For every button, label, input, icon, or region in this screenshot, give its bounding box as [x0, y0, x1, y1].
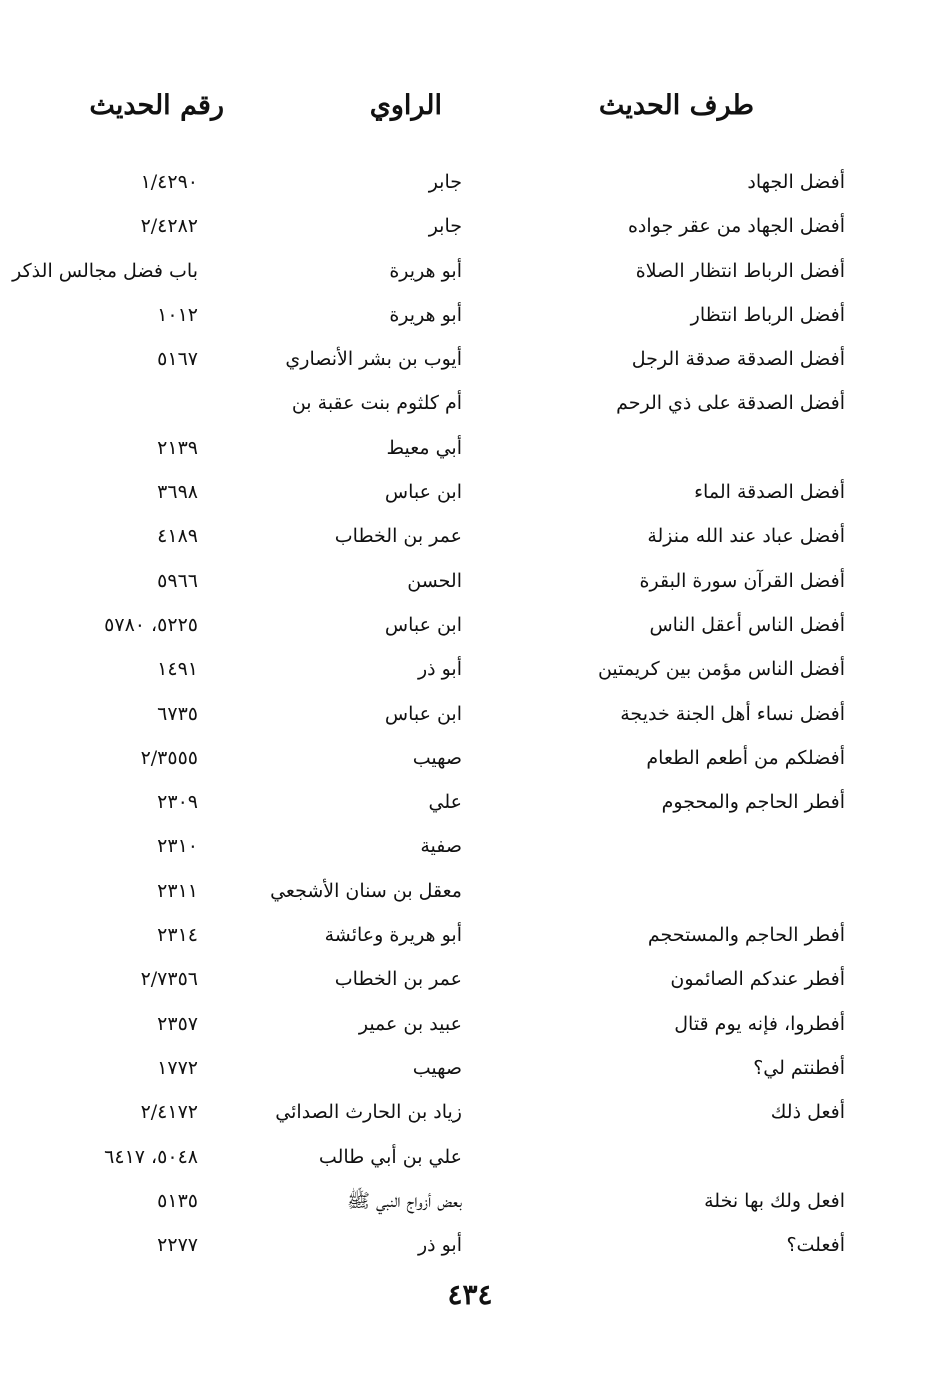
number-cell: ٦٧٣٥: [157, 702, 198, 725]
number-cell: ٢/٤٢٨٢: [140, 215, 198, 238]
number-cell: ٢١٣٩: [157, 436, 198, 459]
table-row: [0, 249, 940, 293]
narrator-cell: عمر بن الخطاب: [334, 525, 462, 548]
narrator-cell: زياد بن الحارث الصدائي: [275, 1101, 462, 1124]
hadith-cell: أفطر عندكم الصائمون: [670, 968, 845, 991]
number-cell: ٢٣١٠: [157, 835, 198, 858]
narrator-cell: أبو هريرة وعائشة: [324, 924, 462, 947]
table-row: [0, 824, 940, 868]
number-cell: ٢٣١١: [157, 879, 198, 902]
table-row: [0, 647, 940, 691]
narrator-cell: جابر: [428, 171, 462, 193]
narrator-cell: ابن عباس: [384, 481, 462, 504]
table-row: [0, 337, 940, 381]
table-row: [0, 160, 940, 204]
narrator-cell: عبيد بن عمير: [358, 1012, 462, 1035]
table-row: [0, 780, 940, 824]
table-row: [0, 603, 940, 647]
table-row: [0, 1046, 940, 1090]
narrator-cell: علي: [428, 791, 462, 814]
header-number: رقم الحديث: [89, 90, 224, 121]
number-cell: ١/٤٢٩٠: [140, 171, 198, 193]
table-row: [0, 204, 940, 248]
table-row: [0, 913, 940, 957]
number-cell: ٥٠٤٨، ٦٤١٧: [104, 1145, 198, 1168]
table-row: [0, 1135, 940, 1179]
number-cell: ٢٣١٤: [157, 924, 198, 947]
number-cell: ٣٦٩٨: [157, 481, 198, 504]
number-cell: ٢٣٥٧: [157, 1012, 198, 1035]
narrator-cell: صفية: [420, 835, 462, 858]
hadith-cell: أفضل الناس مؤمن بين كريمتين: [597, 658, 845, 681]
number-cell: ٥٩٦٦: [157, 569, 198, 592]
hadith-cell: أفعلت؟: [786, 1234, 845, 1257]
table-row: [0, 957, 940, 1001]
hadith-cell: أفضل الناس أعقل الناس: [649, 613, 845, 636]
hadith-cell: أفضل القرآن سورة البقرة: [639, 569, 845, 592]
table-row: [0, 1223, 940, 1267]
number-cell: ١٠١٢: [157, 303, 198, 326]
narrator-cell: أم كلثوم بنت عقبة بن: [291, 392, 462, 415]
number-cell: باب فضل مجالس الذكر: [12, 259, 198, 282]
narrator-cell: عمر بن الخطاب: [334, 968, 462, 991]
narrator-cell: صهيب: [412, 746, 462, 769]
narrator-cell: ابن عباس: [384, 613, 462, 636]
number-cell: ٢/٣٥٥٥: [140, 746, 198, 769]
narrator-cell: صهيب: [412, 1056, 462, 1079]
number-cell: ١٤٩١: [157, 658, 198, 681]
hadith-cell: أفضل الصدقة صدقة الرجل: [631, 348, 845, 371]
hadith-cell: أفضل الجهاد من عقر جواده: [627, 215, 845, 238]
narrator-cell: أبو هريرة: [389, 259, 462, 282]
number-cell: ٥١٣٥: [157, 1189, 198, 1212]
narrator-cell: أبي معيط: [386, 436, 462, 459]
number-cell: ٤١٨٩: [157, 525, 198, 548]
hadith-cell: أفطر الحاجم والمستحجم: [647, 924, 845, 947]
narrator-cell: أيوب بن بشر الأنصاري: [285, 348, 462, 371]
hadith-cell: افعل ولك بها نخلة: [704, 1189, 845, 1212]
table-header: [0, 84, 940, 128]
table-row: [0, 1090, 940, 1134]
narrator-cell: أبو ذر: [417, 1234, 462, 1257]
number-cell: ٢٢٧٧: [157, 1234, 198, 1257]
hadith-cell: أفطر الحاجم والمحجوم: [661, 791, 845, 814]
hadith-cell: أفضل الجهاد: [747, 171, 845, 193]
narrator-cell: علي بن أبي طالب: [318, 1145, 462, 1168]
number-cell: ٥١٦٧: [157, 348, 198, 371]
table-row: [0, 736, 940, 780]
hadith-cell: أفضل نساء أهل الجنة خديجة: [620, 702, 845, 725]
narrator-cell: أبو هريرة: [389, 303, 462, 326]
hadith-cell: أفطنتم لي؟: [753, 1056, 845, 1079]
table-row: [0, 514, 940, 558]
header-narrator: الراوي: [369, 90, 442, 121]
narrator-cell: جابر: [428, 215, 462, 238]
number-cell: ٥٢٢٥، ٥٧٨٠: [104, 613, 198, 636]
hadith-cell: أفضل الرباط انتظار: [690, 303, 845, 326]
page-number: ٤٣٤: [447, 1278, 493, 1311]
narrator-cell: معقل بن سنان الأشجعي: [270, 879, 462, 902]
table-row: [0, 869, 940, 913]
table-row: [0, 1179, 940, 1223]
number-cell: ٢/٧٣٥٦: [140, 968, 198, 991]
table-row: [0, 559, 940, 603]
hadith-cell: أفضل عباد عند الله منزلة: [647, 525, 845, 548]
narrator-cell: بعض أزواج النبي ﷺ: [347, 1189, 462, 1212]
header-hadith: طرف الحديث: [598, 90, 754, 121]
hadith-cell: أفضل الصدقة على ذي الرحم: [616, 392, 845, 415]
narrator-cell: الحسن: [407, 569, 462, 592]
hadith-cell: أفعل ذلك: [770, 1101, 845, 1124]
table-row: [0, 1002, 940, 1046]
table-row: [0, 293, 940, 337]
table-row: [0, 381, 940, 425]
hadith-cell: أفطروا، فإنه يوم قتال: [674, 1012, 845, 1035]
number-cell: ٢٣٠٩: [157, 791, 198, 814]
number-cell: ١٧٧٢: [157, 1056, 198, 1079]
narrator-cell: أبو ذر: [417, 658, 462, 681]
table-row: [0, 426, 940, 470]
index-table: [0, 160, 940, 1267]
narrator-cell: ابن عباس: [384, 702, 462, 725]
hadith-cell: أفضل الرباط انتظار الصلاة: [635, 259, 845, 282]
table-row: [0, 470, 940, 514]
hadith-cell: أفضلكم من أطعم الطعام: [646, 746, 845, 769]
table-row: [0, 692, 940, 736]
hadith-cell: أفضل الصدقة الماء: [694, 481, 845, 504]
number-cell: ٢/٤١٧٢: [140, 1101, 198, 1124]
